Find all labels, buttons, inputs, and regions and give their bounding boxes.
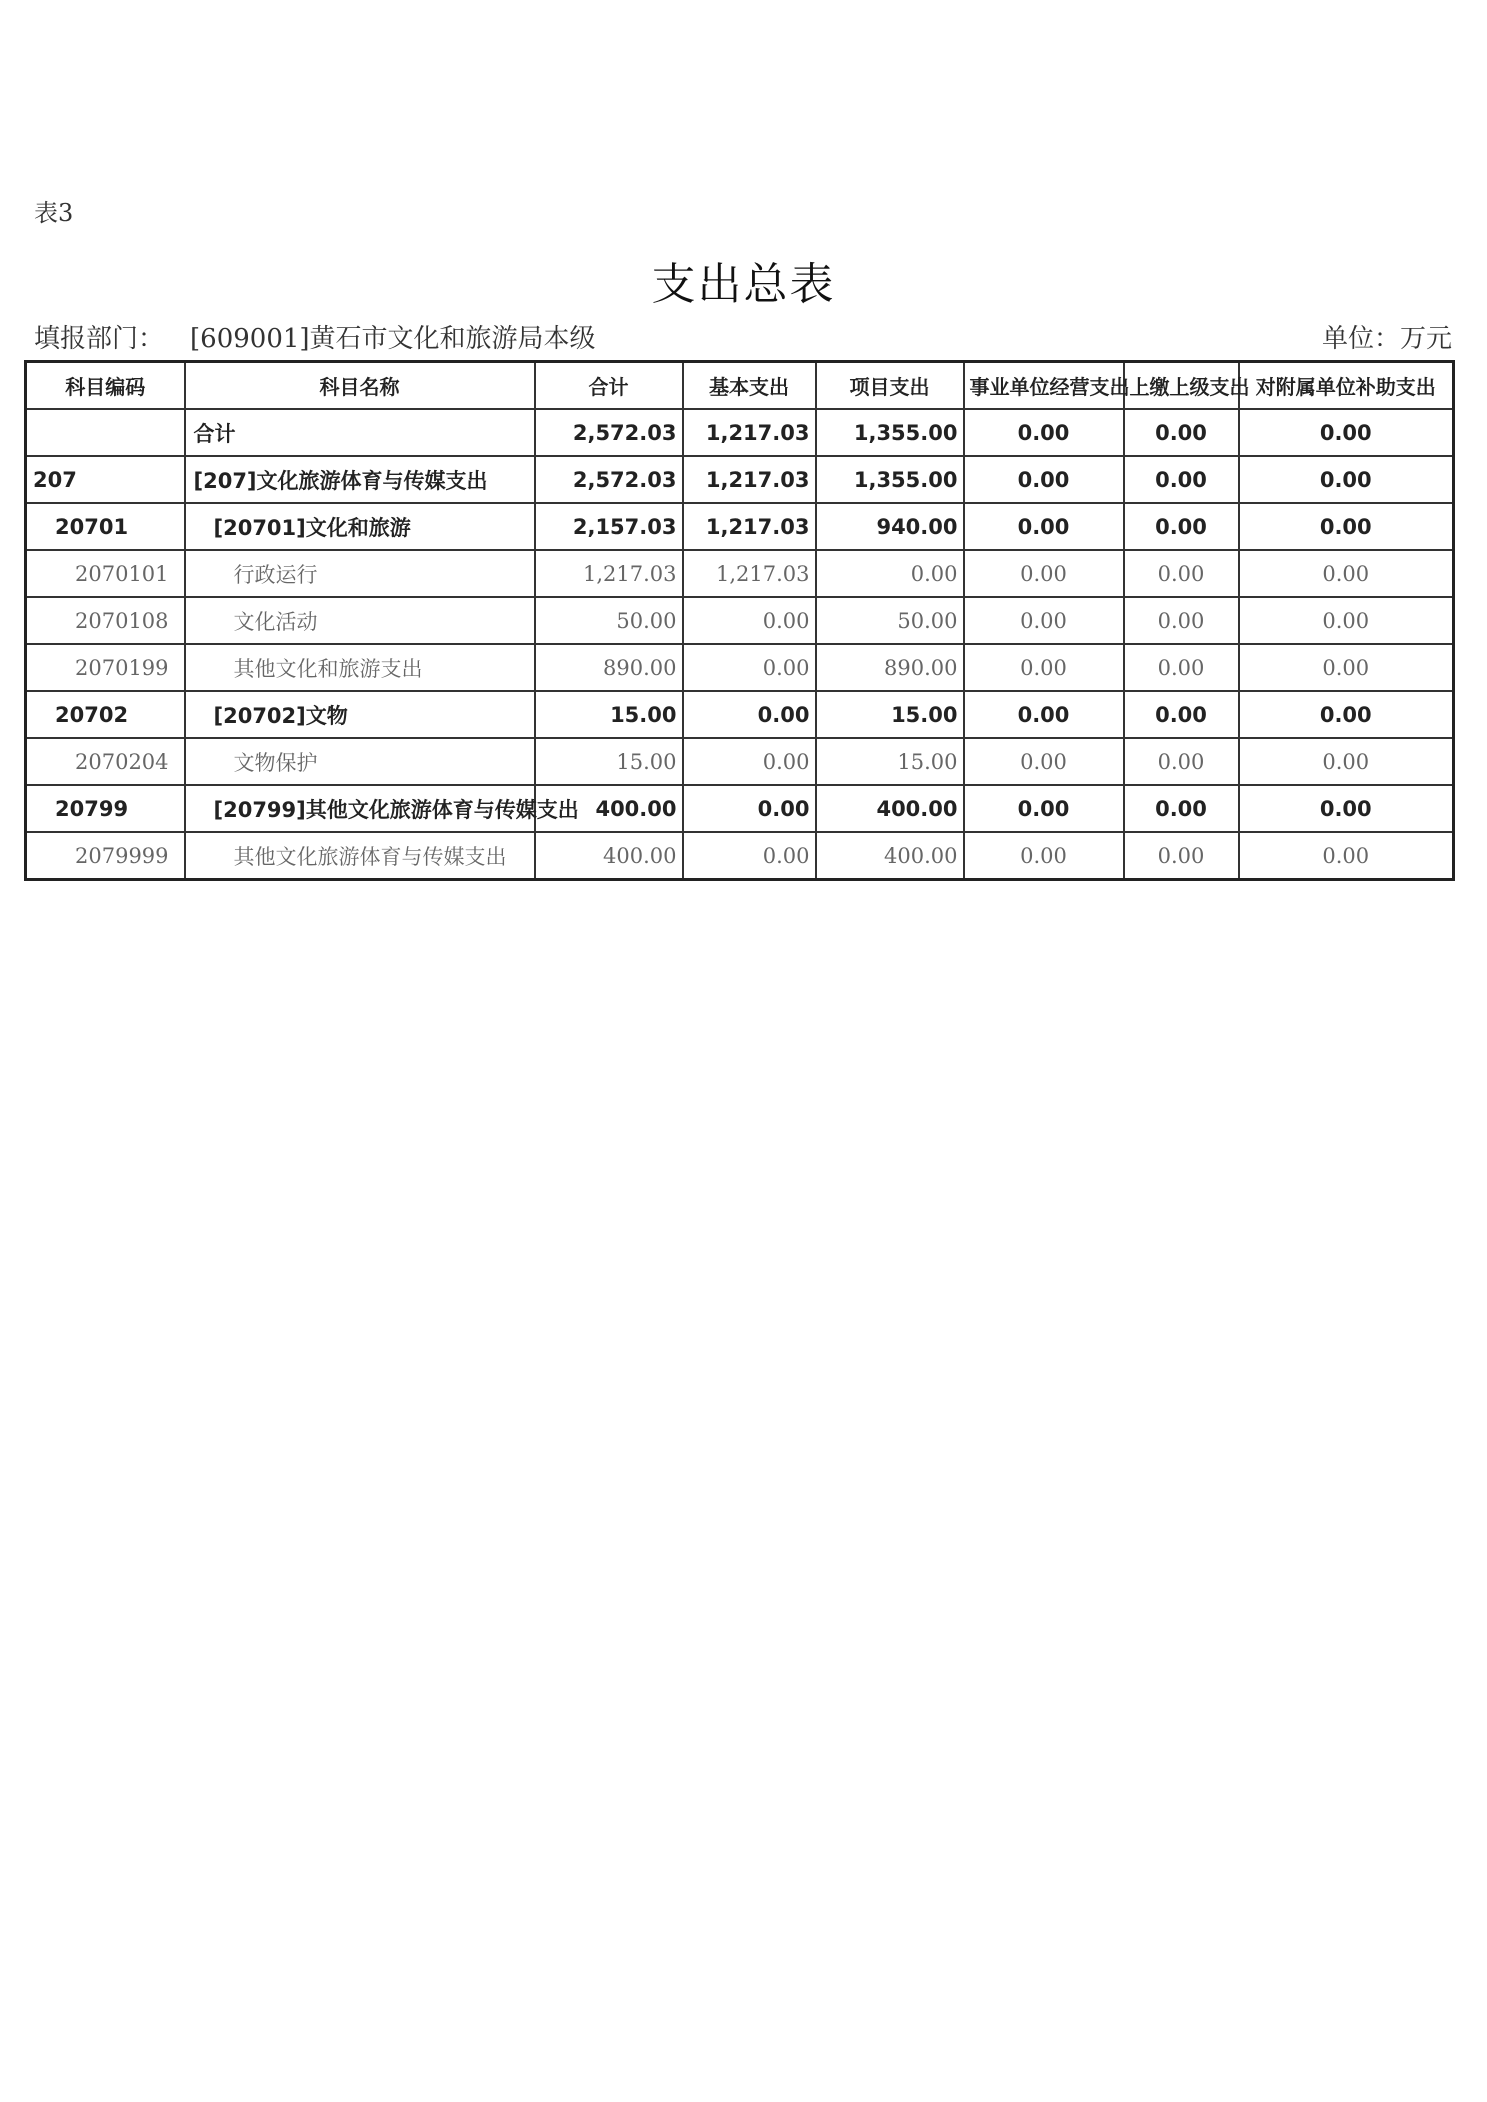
table-row <box>26 832 1454 880</box>
col-header-total: 合计 <box>535 362 683 410</box>
cell-total: 890.00 <box>535 644 683 691</box>
cell-business: 0.00 <box>964 738 1124 785</box>
cell-project: 50.00 <box>816 597 964 644</box>
cell-upper: 0.00 <box>1124 832 1239 880</box>
table-row-total <box>26 409 1454 456</box>
cell-subsidy: 0.00 <box>1239 738 1454 785</box>
cell-code: 2070199 <box>26 644 185 691</box>
cell-subsidy: 0.00 <box>1239 644 1454 691</box>
cell-subsidy: 0.00 <box>1239 691 1454 738</box>
cell-subsidy: 0.00 <box>1239 409 1454 456</box>
cell-name: 行政运行 <box>185 550 535 597</box>
table-row <box>26 597 1454 644</box>
cell-subsidy: 0.00 <box>1239 832 1454 880</box>
cell-basic: 1,217.03 <box>683 409 816 456</box>
table-row <box>26 644 1454 691</box>
department-info <box>34 318 596 355</box>
cell-basic: 1,217.03 <box>683 456 816 503</box>
expenditure-table <box>24 360 1455 881</box>
cell-subsidy: 0.00 <box>1239 456 1454 503</box>
cell-business: 0.00 <box>964 785 1124 832</box>
cell-name: 文物保护 <box>185 738 535 785</box>
cell-basic: 0.00 <box>683 597 816 644</box>
cell-upper: 0.00 <box>1124 691 1239 738</box>
cell-code <box>26 409 185 456</box>
cell-business: 0.00 <box>964 832 1124 880</box>
department-label: 填报部门： <box>34 324 165 354</box>
cell-project: 400.00 <box>816 785 964 832</box>
cell-basic: 1,217.03 <box>683 550 816 597</box>
cell-business: 0.00 <box>964 503 1124 550</box>
col-header-name: 科目名称 <box>185 362 535 410</box>
cell-code: 2070204 <box>26 738 185 785</box>
cell-code: 2079999 <box>26 832 185 880</box>
cell-name: [20799]其他文化旅游体育与传媒支出 <box>185 785 535 832</box>
cell-total: 50.00 <box>535 597 683 644</box>
cell-code: 20799 <box>26 785 185 832</box>
cell-basic: 0.00 <box>683 644 816 691</box>
table-row <box>26 691 1454 738</box>
cell-upper: 0.00 <box>1124 456 1239 503</box>
col-header-upper: 上缴上级支出 <box>1124 362 1239 410</box>
cell-basic: 0.00 <box>683 832 816 880</box>
cell-project: 15.00 <box>816 738 964 785</box>
cell-upper: 0.00 <box>1124 785 1239 832</box>
cell-subsidy: 0.00 <box>1239 785 1454 832</box>
cell-name: [207]文化旅游体育与传媒支出 <box>185 456 535 503</box>
table-label: 表3 <box>34 199 74 227</box>
cell-basic: 1,217.03 <box>683 503 816 550</box>
unit-label: 单位：万元 <box>1321 324 1452 354</box>
meta-row <box>34 318 1452 356</box>
cell-upper: 0.00 <box>1124 550 1239 597</box>
page-title: 支出总表 <box>651 259 836 310</box>
cell-subsidy: 0.00 <box>1239 550 1454 597</box>
cell-upper: 0.00 <box>1124 738 1239 785</box>
cell-name: 其他文化旅游体育与传媒支出 <box>185 832 535 880</box>
cell-total: 1,217.03 <box>535 550 683 597</box>
department-value: [609001]黄石市文化和旅游局本级 <box>190 324 596 354</box>
cell-name: 合计 <box>185 409 535 456</box>
cell-business: 0.00 <box>964 409 1124 456</box>
cell-project: 400.00 <box>816 832 964 880</box>
cell-project: 1,355.00 <box>816 456 964 503</box>
col-header-project: 项目支出 <box>816 362 964 410</box>
cell-name: [20702]文物 <box>185 691 535 738</box>
cell-subsidy: 0.00 <box>1239 503 1454 550</box>
cell-total: 2,572.03 <box>535 456 683 503</box>
cell-upper: 0.00 <box>1124 409 1239 456</box>
col-header-subsidy: 对附属单位补助支出 <box>1239 362 1454 410</box>
cell-code: 20701 <box>26 503 185 550</box>
cell-basic: 0.00 <box>683 785 816 832</box>
cell-upper: 0.00 <box>1124 503 1239 550</box>
col-header-code: 科目编码 <box>26 362 185 410</box>
cell-basic: 0.00 <box>683 691 816 738</box>
cell-basic: 0.00 <box>683 738 816 785</box>
cell-code: 207 <box>26 456 185 503</box>
col-header-business: 事业单位经营支出 <box>964 362 1124 410</box>
cell-total: 15.00 <box>535 738 683 785</box>
cell-subsidy: 0.00 <box>1239 597 1454 644</box>
cell-total: 2,572.03 <box>535 409 683 456</box>
col-header-basic: 基本支出 <box>683 362 816 410</box>
cell-code: 2070108 <box>26 597 185 644</box>
cell-code: 20702 <box>26 691 185 738</box>
cell-project: 890.00 <box>816 644 964 691</box>
table-row <box>26 456 1454 503</box>
table-row <box>26 550 1454 597</box>
cell-total: 2,157.03 <box>535 503 683 550</box>
cell-name: [20701]文化和旅游 <box>185 503 535 550</box>
cell-name: 其他文化和旅游支出 <box>185 644 535 691</box>
cell-project: 0.00 <box>816 550 964 597</box>
cell-total: 400.00 <box>535 832 683 880</box>
cell-name: 文化活动 <box>185 597 535 644</box>
cell-project: 940.00 <box>816 503 964 550</box>
cell-project: 15.00 <box>816 691 964 738</box>
cell-upper: 0.00 <box>1124 597 1239 644</box>
cell-code: 2070101 <box>26 550 185 597</box>
table-row <box>26 503 1454 550</box>
cell-total: 15.00 <box>535 691 683 738</box>
table-row <box>26 738 1454 785</box>
table-row <box>26 785 1454 832</box>
cell-business: 0.00 <box>964 644 1124 691</box>
cell-upper: 0.00 <box>1124 644 1239 691</box>
header-row <box>26 362 1454 410</box>
cell-project: 1,355.00 <box>816 409 964 456</box>
cell-business: 0.00 <box>964 691 1124 738</box>
cell-business: 0.00 <box>964 456 1124 503</box>
cell-business: 0.00 <box>964 550 1124 597</box>
cell-business: 0.00 <box>964 597 1124 644</box>
cell-total: 400.00 <box>535 785 683 832</box>
